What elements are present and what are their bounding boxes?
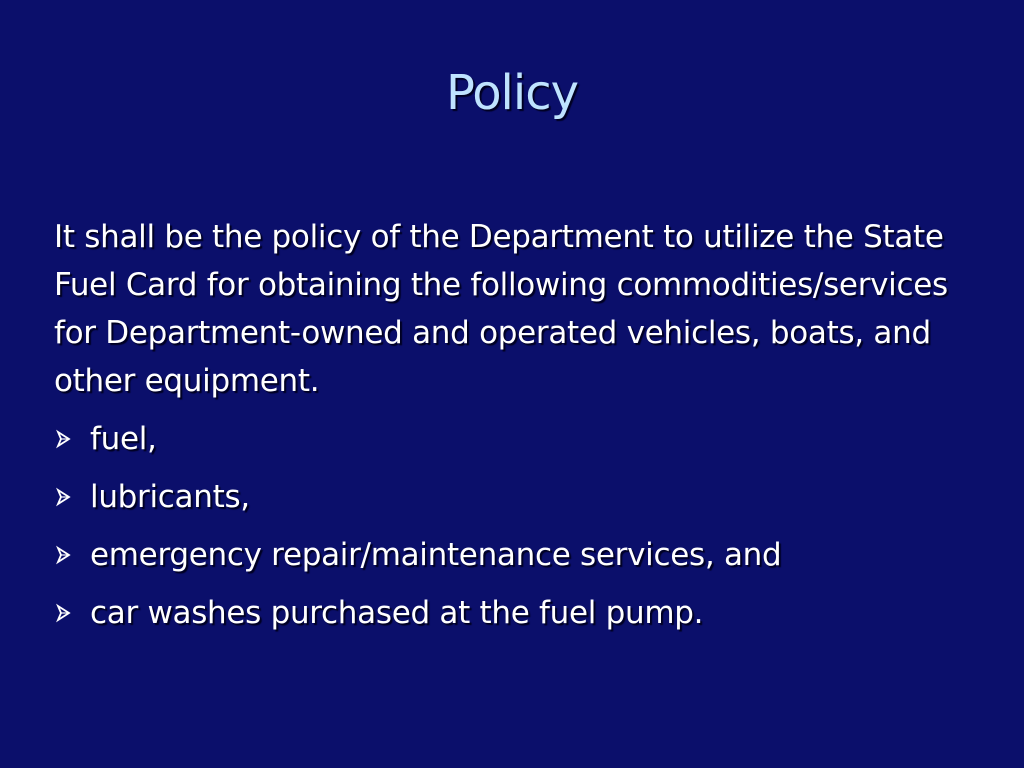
arrowhead-bullet-icon <box>54 429 90 449</box>
arrowhead-bullet-icon <box>54 545 90 565</box>
bullet-text: fuel, <box>90 421 157 457</box>
bullet-list <box>54 410 989 642</box>
bullet-text: lubricants, <box>90 479 250 515</box>
bullet-item-car-washes <box>54 584 989 642</box>
bullet-text: emergency repair/maintenance services, and <box>90 537 782 573</box>
bullet-text: car washes purchased at the fuel pump. <box>90 595 704 631</box>
arrowhead-bullet-icon <box>54 603 90 623</box>
bullet-item-fuel <box>54 410 989 468</box>
slide-title: Policy <box>445 65 579 121</box>
bullet-item-repair <box>54 526 989 584</box>
bullet-item-lubricants <box>54 468 989 526</box>
policy-paragraph: It shall be the policy of the Department to utilize the State Fuel Card for obtaining the following commodities/services for Department-owned and operated vehicles, boats, and other equipment. <box>54 219 948 399</box>
arrowhead-bullet-icon <box>54 487 90 507</box>
